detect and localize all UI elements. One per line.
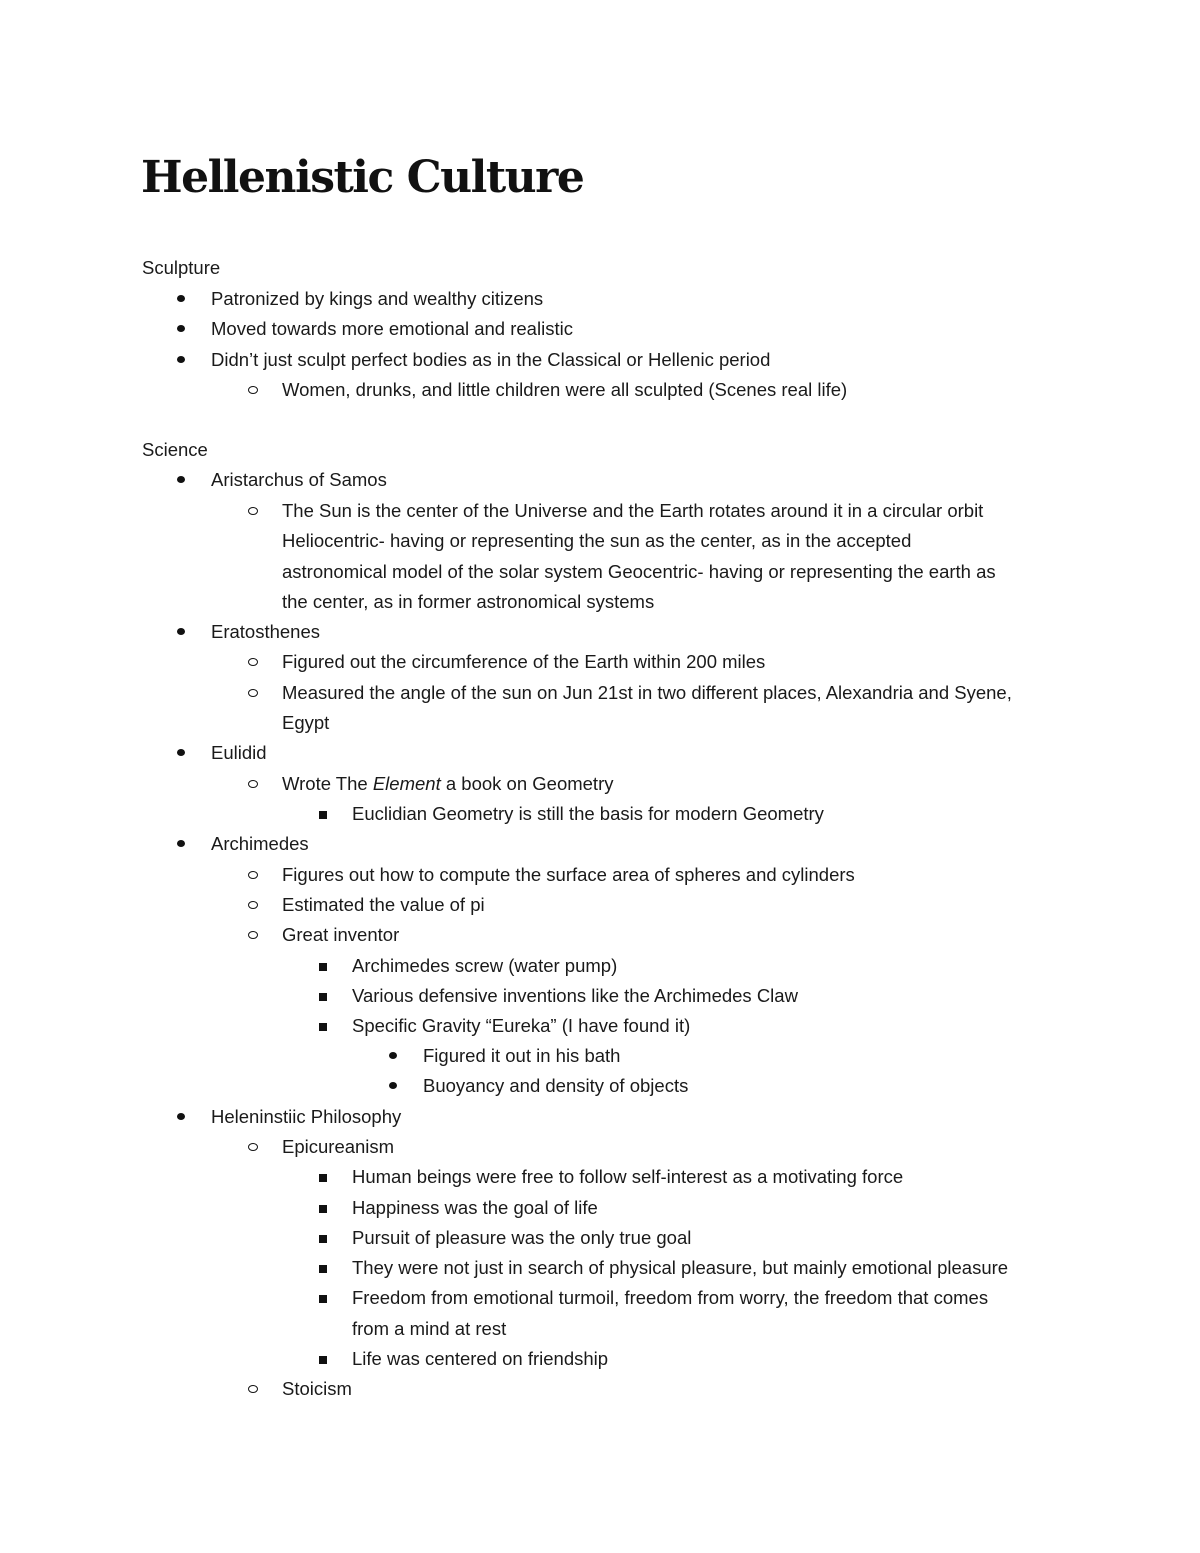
bullet-disc-icon: [175, 465, 189, 495]
page-title: Hellenistic Culture: [141, 152, 584, 203]
list-item: Aristarchus of Samos: [211, 465, 387, 495]
bullet-square-icon: [317, 1253, 331, 1283]
list-item: Wrote The Element a book on Geometry: [282, 769, 613, 799]
bullet-circle-icon: [247, 678, 261, 708]
list-item: Happiness was the goal of life: [352, 1193, 598, 1223]
bullet-square-icon: [317, 1283, 331, 1313]
bullet-circle-icon: [247, 890, 261, 920]
bullet-square-icon: [317, 951, 331, 981]
list-item: Moved towards more emotional and realistic: [211, 314, 573, 344]
list-item: Eulidid: [211, 738, 267, 768]
bullet-disc-icon: [387, 1071, 401, 1101]
list-item-continuation: Heliocentric- having or representing the sun as the center, as in the accepted: [282, 530, 912, 551]
bullet-disc-icon: [175, 829, 189, 859]
list-item-continuation: from a mind at rest: [352, 1318, 507, 1339]
list-item: Women, drunks, and little children were all sculpted (Scenes real life): [282, 375, 847, 405]
bullet-circle-icon: [247, 920, 261, 950]
list-item: Figures out how to compute the surface area of spheres and cylinders: [282, 860, 855, 890]
bullet-circle-icon: [247, 375, 261, 405]
list-item: Pursuit of pleasure was the only true goal: [352, 1223, 691, 1253]
list-item: Archimedes screw (water pump): [352, 951, 617, 981]
bullet-circle-icon: [247, 769, 261, 799]
bullet-disc-icon: [175, 284, 189, 314]
bullet-square-icon: [317, 1223, 331, 1253]
list-item-continuation: Egypt: [282, 712, 330, 733]
bullet-square-icon: [317, 1011, 331, 1041]
bullet-square-icon: [317, 981, 331, 1011]
list-item: Epicureanism: [282, 1132, 394, 1162]
list-item: Great inventor: [282, 920, 399, 950]
bullet-square-icon: [317, 1162, 331, 1192]
list-item: Specific Gravity “Eureka” (I have found it): [352, 1011, 690, 1041]
bullet-disc-icon: [387, 1041, 401, 1071]
list-item: Archimedes: [211, 829, 309, 859]
list-item: Estimated the value of pi: [282, 890, 485, 920]
list-item: Stoicism: [282, 1374, 352, 1404]
list-item: Various defensive inventions like the Archimedes Claw: [352, 981, 798, 1011]
list-item: Patronized by kings and wealthy citizens: [211, 284, 543, 314]
list-item-continuation: the center, as in former astronomical systems: [282, 591, 655, 612]
bullet-square-icon: [317, 799, 331, 829]
bullet-square-icon: [317, 1193, 331, 1223]
section-heading-sculpture: Sculpture: [142, 257, 221, 278]
list-item: Human beings were free to follow self-interest as a motivating force: [352, 1162, 903, 1192]
list-item: The Sun is the center of the Universe and the Earth rotates around it in a circular orbit: [282, 496, 983, 526]
list-item-continuation: astronomical model of the solar system Geocentric- having or representing the earth as: [282, 561, 996, 582]
bullet-disc-icon: [175, 345, 189, 375]
list-item: Didn’t just sculpt perfect bodies as in the Classical or Hellenic period: [211, 345, 770, 375]
bullet-disc-icon: [175, 1102, 189, 1132]
bullet-square-icon: [317, 1344, 331, 1374]
list-item: They were not just in search of physical pleasure, but mainly emotional pleasure: [352, 1253, 1008, 1283]
bullet-circle-icon: [247, 1374, 261, 1404]
bullet-disc-icon: [175, 314, 189, 344]
list-item: Life was centered on friendship: [352, 1344, 608, 1374]
list-item: Freedom from emotional turmoil, freedom from worry, the freedom that comes: [352, 1283, 988, 1313]
section-heading-science: Science: [142, 439, 208, 460]
list-item: Heleninstiic Philosophy: [211, 1102, 401, 1132]
bullet-circle-icon: [247, 496, 261, 526]
bullet-disc-icon: [175, 617, 189, 647]
list-item: Euclidian Geometry is still the basis for modern Geometry: [352, 799, 824, 829]
list-item: Buoyancy and density of objects: [423, 1071, 688, 1101]
list-item: Measured the angle of the sun on Jun 21st in two different places, Alexandria and Syene,: [282, 678, 1012, 708]
bullet-circle-icon: [247, 647, 261, 677]
bullet-circle-icon: [247, 860, 261, 890]
bullet-disc-icon: [175, 738, 189, 768]
bullet-circle-icon: [247, 1132, 261, 1162]
list-item: Figured out the circumference of the Earth within 200 miles: [282, 647, 765, 677]
list-item: Figured it out in his bath: [423, 1041, 620, 1071]
list-item: Eratosthenes: [211, 617, 320, 647]
